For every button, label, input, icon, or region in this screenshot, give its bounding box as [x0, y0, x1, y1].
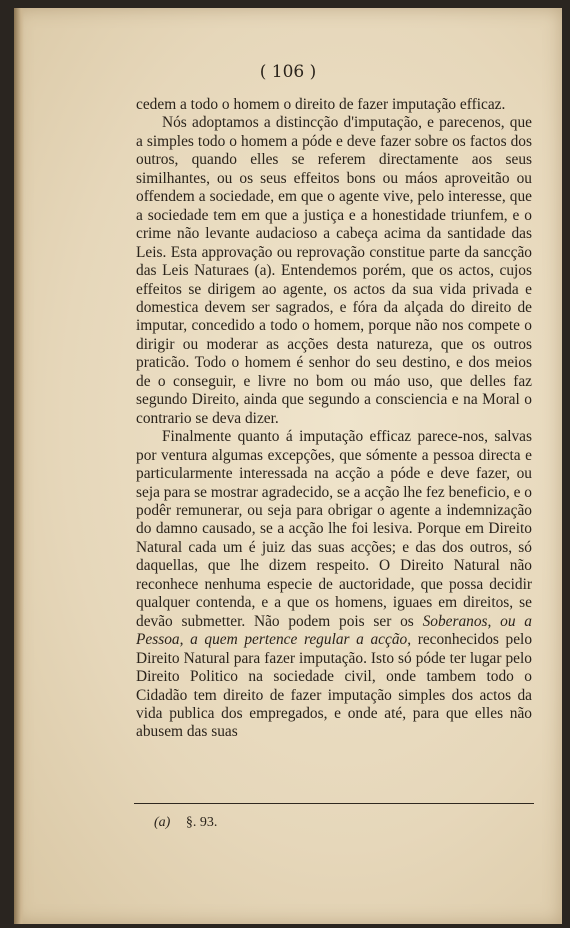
italic-phrase: Soberanos, ou a Pessoa, a quem pertence regular a acção	[136, 612, 532, 649]
footnote-mark: (a)	[154, 815, 171, 830]
paragraph	[136, 114, 532, 428]
paragraph	[136, 428, 532, 742]
text-run: Nós adoptamos a distincção d'imputação, e parecenos, que a simples todo o homem a póde e deve fazer sobre os factos dos outros, quando elles se referem directamente aos seus similhantes, ou os seus effeitos bons ou máos aproveitão ou offendem a sociedade, em que o agente vive, pelo interesse, que a sociedade tem em que a justiça e a honestidade triunfem, e o crime não levante audacioso a cabeça acima da santidade das Leis. Esta approvação ou reprovação constitue parte da sancção das Leis Naturaes (a). Entendemos porém, que os actos, cujos effeitos se dirigem ao agente, os actos da sua vida privada e domestica devem ser sagrados, e fóra da alçada do direito de imputar, concedido a todo o homem, porque não nos compete o dirigir ou moderar as acções desta natureza, que os outros praticão. Todo o homem é senhor do seu destino, e dos meios de o conseguir, e livre no bom ou máo uso, que delles faz segundo Direito, ainda que segundo a consciencia e na Moral o contrario se deva dizer.	[136, 114, 532, 427]
page-number: ( 106 )	[259, 62, 317, 82]
book-page	[14, 8, 562, 924]
paragraph	[136, 96, 532, 114]
page-spine-shadow	[14, 8, 24, 924]
footnote-divider	[134, 803, 534, 804]
body-text	[136, 96, 532, 742]
footnote	[154, 815, 217, 831]
text-run: cedem a todo o homem o direito de fazer imputação efficaz.	[136, 96, 506, 113]
text-run: Finalmente quanto á imputação efficaz parece-nos, salvas por ventura algumas excepções, que sómente a pessoa directa e particularmente interessada na acção a póde e deve fazer, ou seja para se mostrar agradecido, se a acção lhe fez beneficio, e o podêr remunerar, ou seja para obrigar o agente a indemnização do damno causado, se a acção lhe foi lesiva. Porque em Direito Natural cada um é juiz das suas acções; e das dos outros, só daquellas, que lhe dizem respeito. O Direito Natural não reconhece nenhuma especie de auctoridade, que possa decidir qualquer contenda, e a que os homens, iguaes em direitos, se devão submetter. Não podem pois ser os	[136, 428, 532, 630]
footnote-text: §. 93.	[185, 815, 218, 830]
text-run: , reconhecidos pelo Direito Natural para fazer imputação. Isto só póde ter lugar pelo Direito Politico na sociedade civil, onde tambem todo o Cidadão tem direito de fazer imputação simples dos actos da vida publica dos empregados, e onde até, para que elles não abusem das suas	[136, 631, 533, 741]
